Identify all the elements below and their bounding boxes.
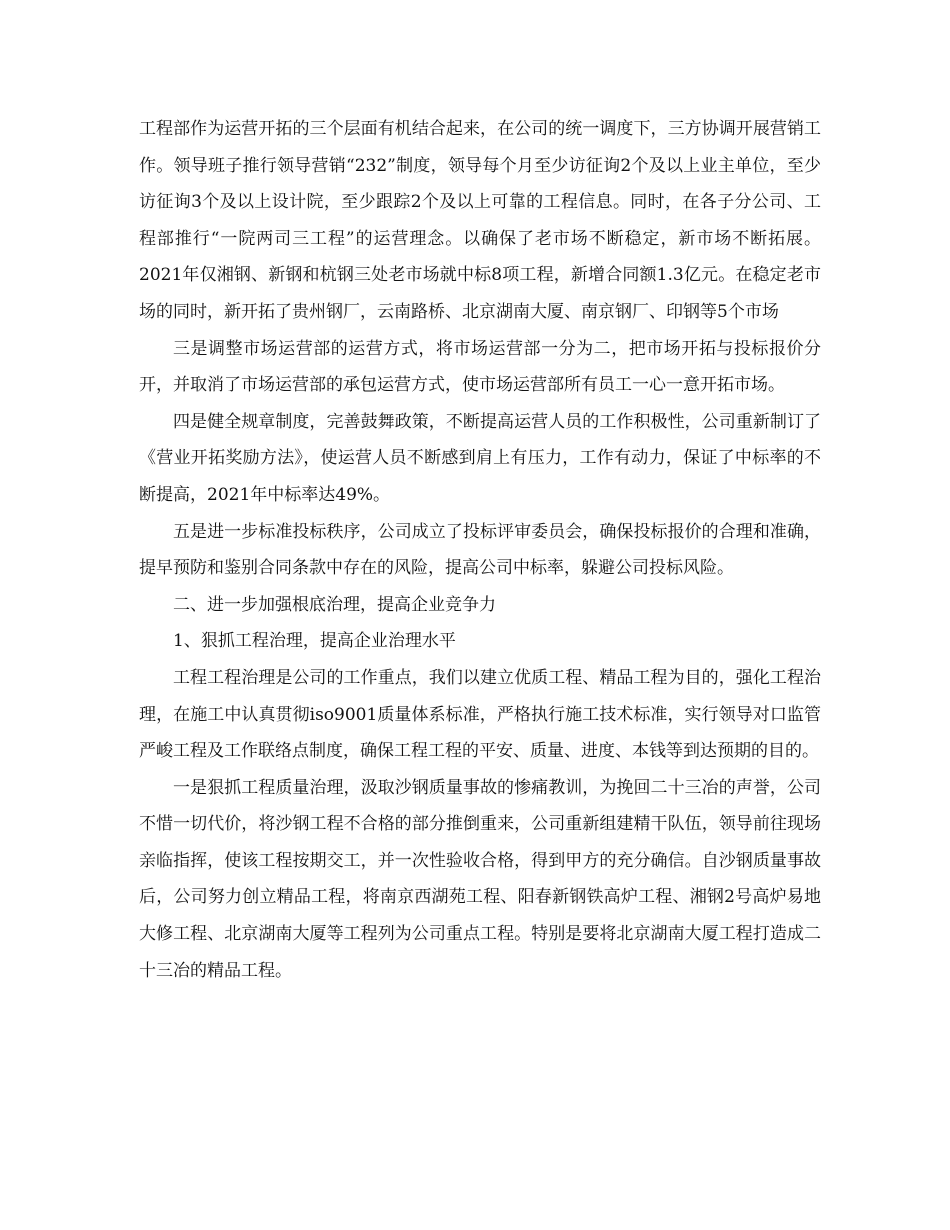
section-heading: 二、进一步加强根底治理，提高企业竞争力	[173, 594, 496, 615]
paragraph-quality-management: 一是狠抓工程质量治理，汲取沙钢质量事故的惨痛教训，为挽回二十三冶的声誉，公司不惜一切代价，将沙钢工程不合格的部分推倒重来，公司重新组建精干队伍，领导前往现场亲临指挥，使该工程按期交工，并一次性验收合格，得到甲方的充分确信。自沙钢质量事故后，公司努力创立精品工程，将南京西湖苑工程、阳春新钢铁高炉工程、湘钢2号高炉易地大修工程、北京湖南大厦等工程列为公司重点工程。特别是要将北京湖南大厦工程打造成二十三冶的精品工程。	[139, 777, 821, 981]
paragraph-project-management: 工程工程治理是公司的工作重点，我们以建立优质工程、精品工程为目的，强化工程治理，在施工中认真贯彻iso9001质量体系标准，严格执行施工技术标准，实行领导对口监管严峻工程及工作联络点制度，确保工程工程的平安、质量、进度、本钱等到达预期的目的。	[139, 667, 821, 762]
paragraph-point-five: 五是进一步标准投标秩序，公司成立了投标评审委员会，确保投标报价的合理和准确，提早预防和鉴别合同条款中存在的风险，提高公司中标率，躲避公司投标风险。	[139, 521, 821, 579]
paragraph-continued-marketing: 工程部作为运营开拓的三个层面有机结合起来，在公司的统一调度下，三方协调开展营销工作。领导班子推行领导营销“232”制度，领导每个月至少访征询2个及以上业主单位，至少访征询3个及以上设计院，至少跟踪2个及以上可靠的工程信息。同时，在各子分公司、工程部推行“一院两司三工程”的运营理念。以确保了老市场不断稳定，新市场不断拓展。2021年仅湘钢、新钢和杭钢三处老市场就中标8项工程，新增合同额1.3亿元。在稳定老市场的同时，新开拓了贵州钢厂，云南路桥、北京湖南大厦、南京钢厂、印钢等5个市场	[139, 119, 821, 322]
paragraph-point-three: 三是调整市场运营部的运营方式，将市场运营部一分为二，把市场开拓与投标报价分开，并取消了市场运营部的承包运营方式，使市场运营部所有员工一心一意开拓市场。	[139, 338, 821, 396]
subsection-heading: 1、狠抓工程治理，提高企业治理水平	[173, 631, 456, 652]
paragraph-point-four: 四是健全规章制度，完善鼓舞政策，不断提高运营人员的工作积极性，公司重新制订了《营业开拓奖励方法》，使运营人员不断感到肩上有压力，工作有动力，保证了中标率的不断提高，2021年中标率达49%。	[139, 411, 821, 505]
document-body	[139, 111, 821, 989]
